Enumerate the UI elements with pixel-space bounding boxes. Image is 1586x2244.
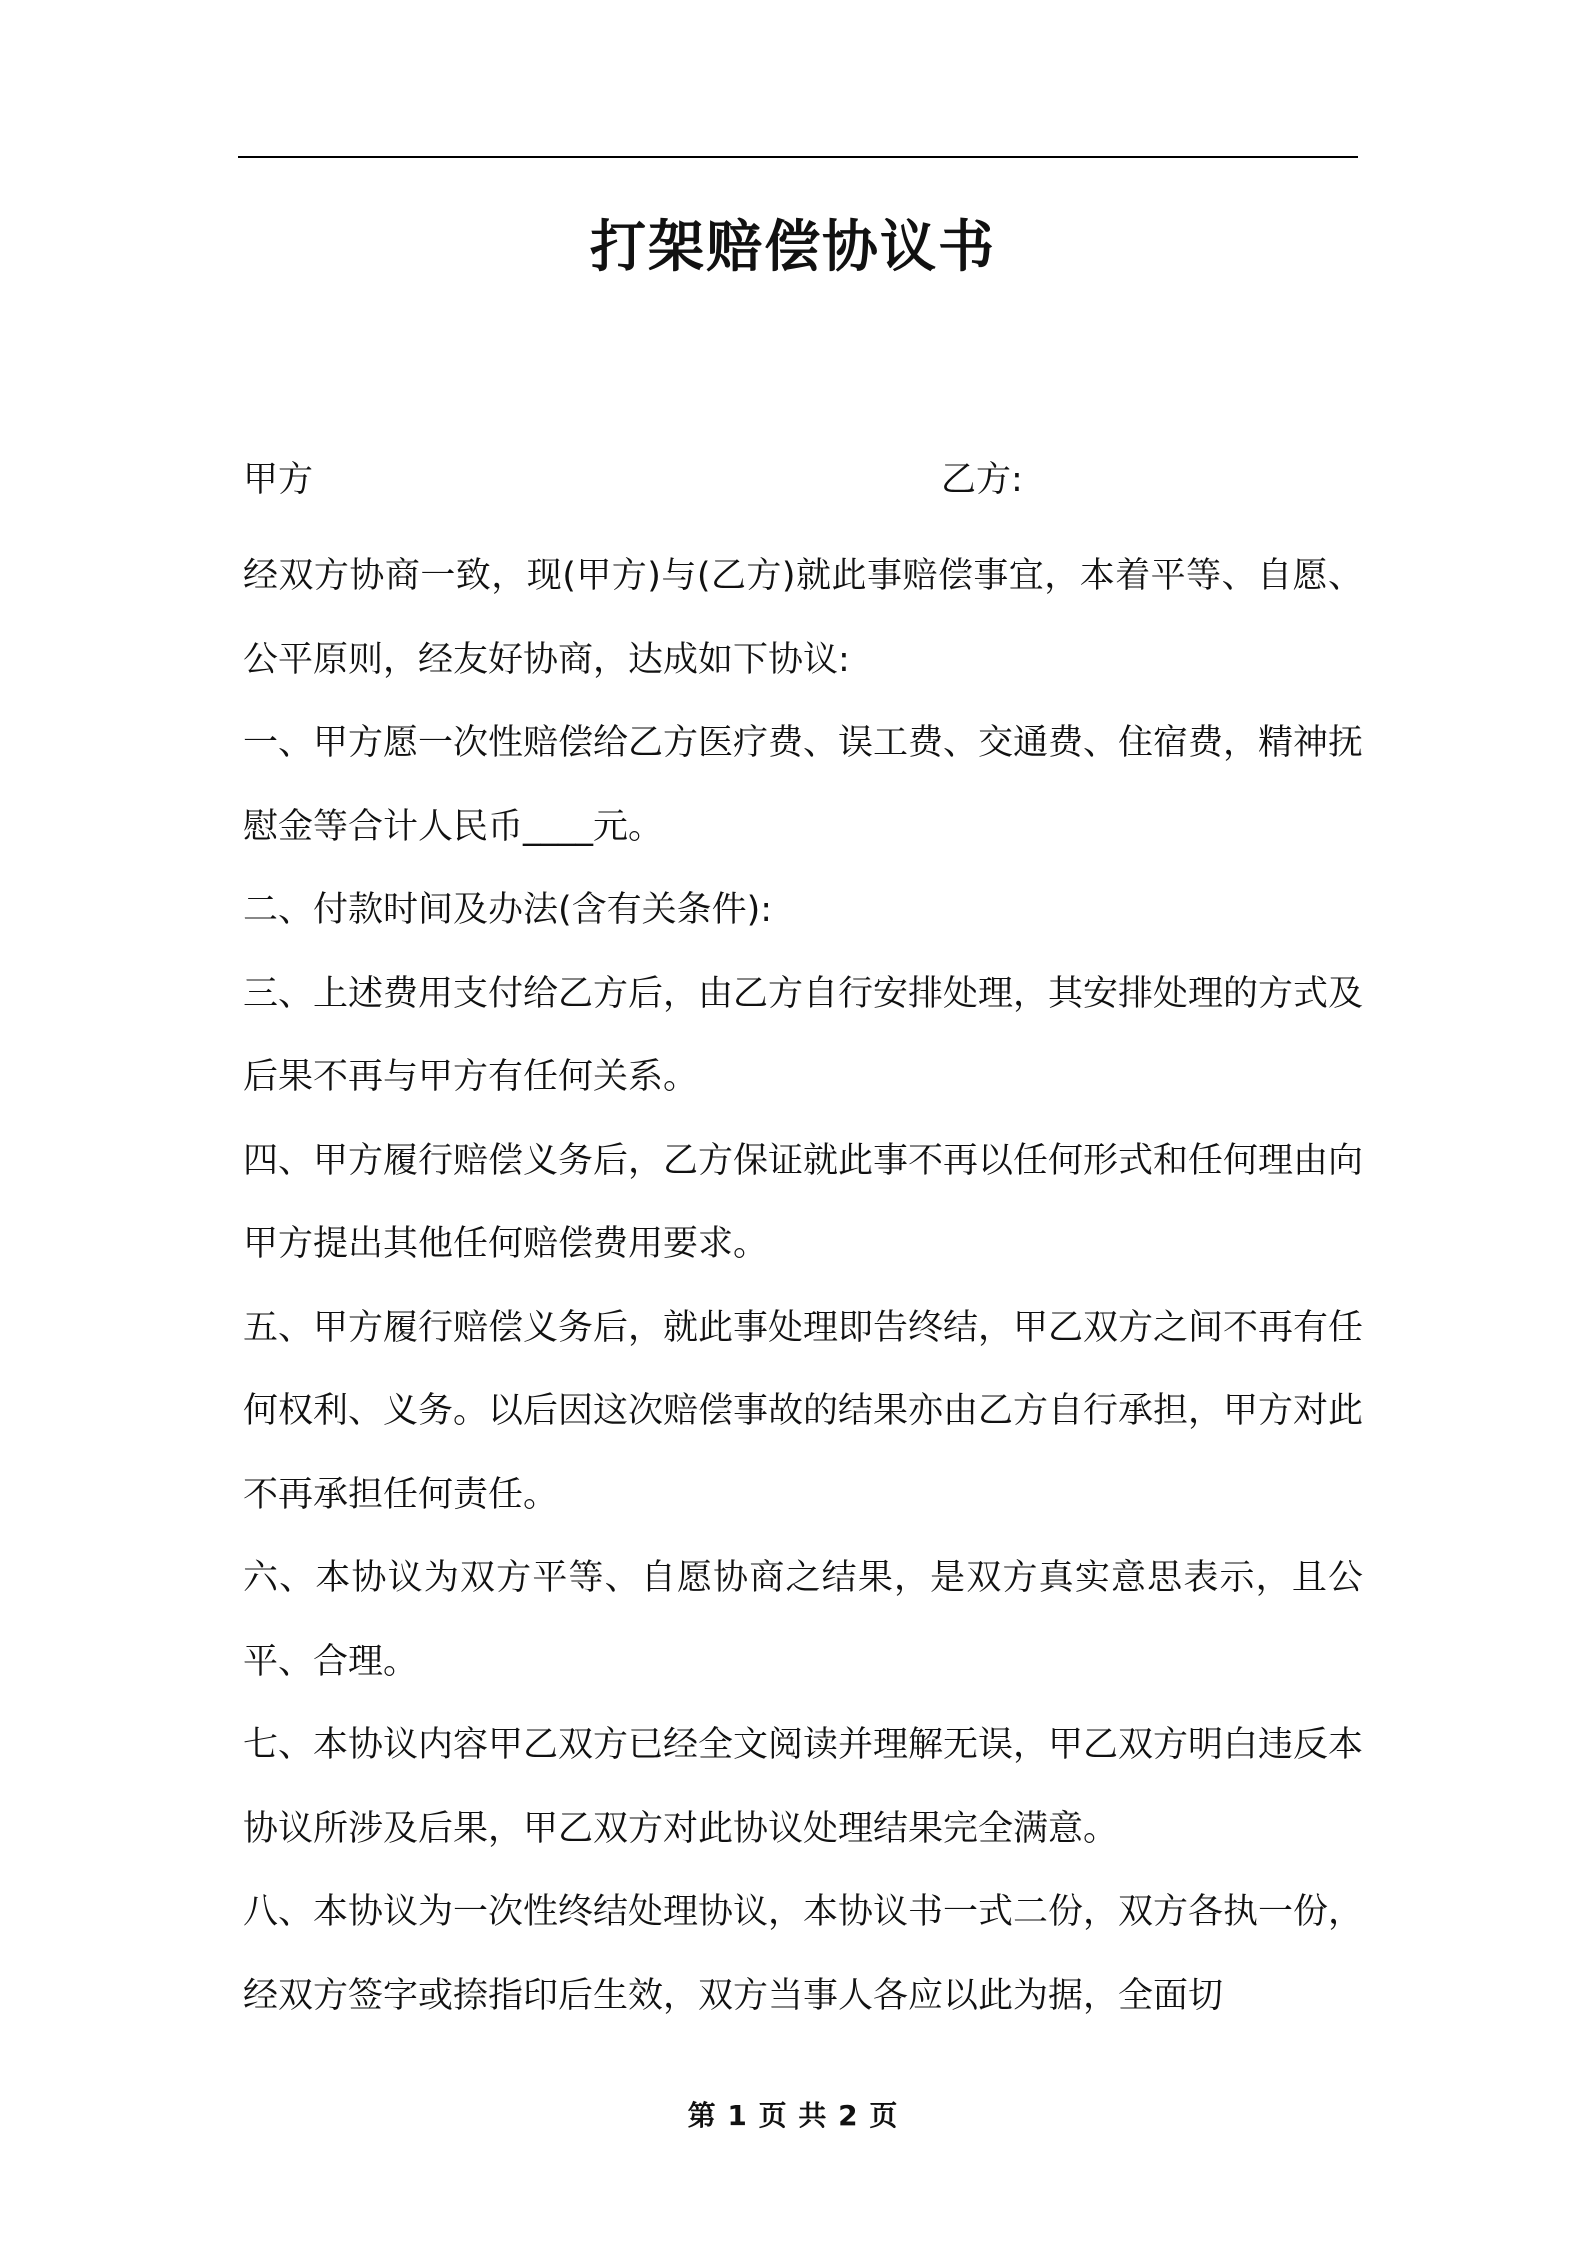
paragraph-clause-3: 三、上述费用支付给乙方后，由乙方自行安排处理，其安排处理的方式及后果不再与甲方有任何关系。 (243, 973, 1364, 1097)
paragraph-clause-6: 六、本协议为双方平等、自愿协商之结果，是双方真实意思表示，且公平、合理。 (243, 1558, 1363, 1682)
paragraph-clause-4: 四、甲方履行赔偿义务后，乙方保证就此事不再以任何形式和任何理由向甲方提出其他任何赔偿费用要求。 (243, 1140, 1364, 1264)
party-b-label: 乙方: (941, 460, 1023, 500)
paragraph-clause-2: 二、付款时间及办法(含有关条件): (243, 890, 773, 930)
party-a-label: 甲方 (243, 460, 314, 500)
paragraph-intro: 经双方协商一致，现(甲方)与(乙方)就此事赔偿事宜，本着平等、自愿、公平原则，经友好协商，达成如下协议: (243, 556, 1363, 680)
page-number-footer: 第 1 页 共 2 页 (687, 2099, 899, 2132)
paragraph-clause-1: 一、甲方愿一次性赔偿给乙方医疗费、误工费、交通费、住宿费，精神抚慰金等合计人民币____元。 (243, 723, 1364, 847)
document-title: 打架赔偿协议书 (590, 215, 996, 280)
agreement-body (243, 535, 1363, 2038)
paragraph-clause-5: 五、甲方履行赔偿义务后，就此事处理即告终结，甲乙双方之间不再有任何权利、义务。以后因这次赔偿事故的结果亦由乙方自行承担，甲方对此不再承担任何责任。 (243, 1307, 1364, 1515)
header-rule (238, 156, 1358, 158)
paragraph-clause-8: 八、本协议为一次性终结处理协议，本协议书一式二份，双方各执一份，经双方签字或捺指印后生效，双方当事人各应以此为据，全面切 (243, 1892, 1364, 2016)
paragraph-clause-7: 七、本协议内容甲乙双方已经全文阅读并理解无误，甲乙双方明白违反本协议所涉及后果，甲乙双方对此协议处理结果完全满意。 (243, 1725, 1364, 1849)
